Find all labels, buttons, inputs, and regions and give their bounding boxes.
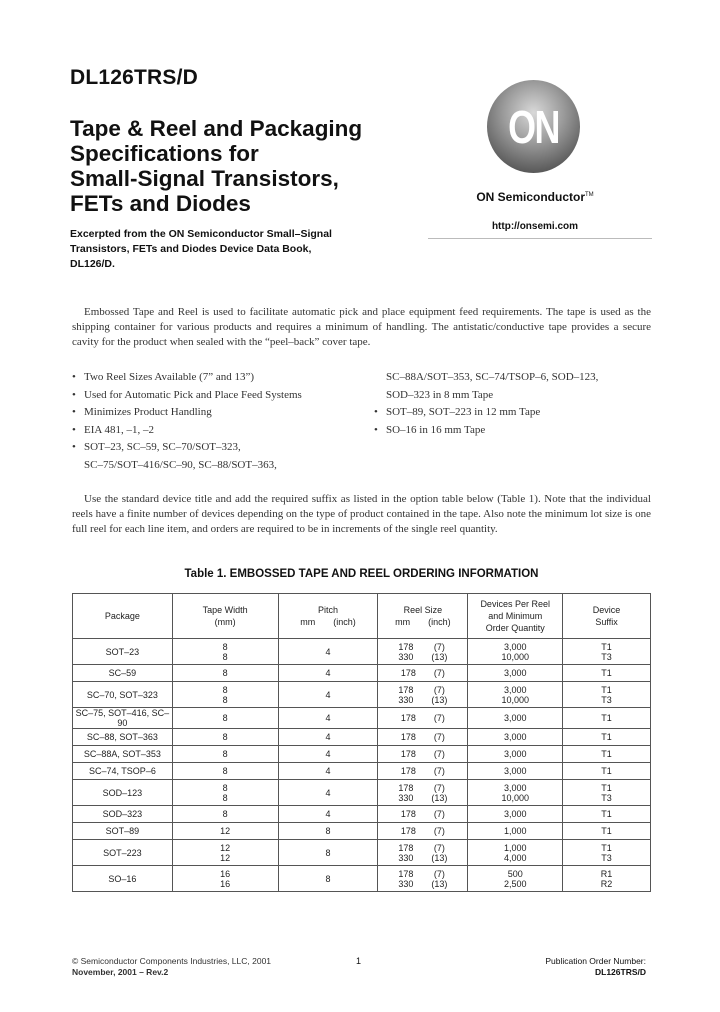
cell-tape-width: 12 12 [172,840,278,866]
list-item: • Minimizes Product Handling [72,406,212,418]
cell-package: SC–59 [73,665,173,682]
header-package: Package [73,594,173,639]
cell-suffix: T1 [563,729,651,746]
cell-tape-width: 8 [172,806,278,823]
cell-tape-width: 8 8 [172,780,278,806]
cell-package: SOT–89 [73,823,173,840]
cell-package: SC–70, SOT–323 [73,682,173,708]
cell-reel-size: 178 330 (7) (13) [378,639,468,665]
cell-reel-size: 178 (7) [378,729,468,746]
cell-pitch: 4 [278,780,378,806]
header-pitch: Pitch mm (inch) [278,594,378,639]
title-line: FETs and Diodes [70,191,251,216]
cell-quantity: 3,000 [468,763,563,780]
table-header-row [73,594,651,639]
cell-suffix: R1 R2 [563,866,651,892]
cell-pitch: 4 [278,639,378,665]
footer-left [72,956,271,978]
ordering-table [72,593,651,892]
divider [428,238,652,239]
header-reel-size: Reel Size mm (inch) [378,594,468,639]
list-item: • SO–16 in 16 mm Tape [374,423,486,436]
cell-reel-size: 178 330 (7) (13) [378,682,468,708]
table-row [73,866,651,892]
cell-quantity: 3,000 10,000 [468,639,563,665]
table-row [73,823,651,840]
cell-package: SC–75, SOT–416, SC–90 [73,708,173,729]
list-item-continued: SC–75/SOT–416/SC–90, SC–88/SOT–363, [84,458,277,471]
cell-pitch: 4 [278,806,378,823]
cell-pitch: 8 [278,840,378,866]
cell-suffix: T1 [563,763,651,780]
cell-pitch: 8 [278,823,378,840]
cell-quantity: 3,000 10,000 [468,780,563,806]
cell-quantity: 3,000 10,000 [468,682,563,708]
table-row [73,746,651,763]
table-row [73,763,651,780]
cell-suffix: T1 T3 [563,840,651,866]
cell-quantity: 1,000 [468,823,563,840]
cell-package: SOD–123 [73,780,173,806]
cell-reel-size: 178 330 (7) (13) [378,780,468,806]
cell-package: SC–88, SOT–363 [73,729,173,746]
cell-tape-width: 8 [172,763,278,780]
excerpt-line: Transistors, FETs and Diodes Device Data Book, [70,243,312,255]
cell-package: SC–88A, SOT–353 [73,746,173,763]
cell-package: SOT–23 [73,639,173,665]
cell-reel-size: 178 330 (7) (13) [378,840,468,866]
list-item-continued: SC–88A/SOT–353, SC–74/TSOP–6, SOD–123, [386,371,599,383]
excerpt-note [70,227,370,272]
cell-tape-width: 8 [172,729,278,746]
table-row [73,708,651,729]
cell-reel-size: 178 (7) [378,823,468,840]
cell-suffix: T1 [563,708,651,729]
company-name [430,190,640,204]
cell-tape-width: 8 [172,708,278,729]
table-row [73,682,651,708]
cell-quantity: 3,000 [468,665,563,682]
cell-quantity: 500 2,500 [468,866,563,892]
feature-list-right [374,370,654,440]
website-link[interactable]: http://onsemi.com [491,221,579,232]
cell-reel-size: 178 (7) [378,708,468,729]
table-row [73,729,651,746]
cell-pitch: 4 [278,665,378,682]
copyright: © Semiconductor Components Industries, LLC, 2001 [72,956,272,966]
cell-package: SOT–223 [73,840,173,866]
trademark: TM [585,192,594,198]
cell-pitch: 8 [278,866,378,892]
cell-package: SO–16 [73,866,173,892]
cell-reel-size: 178 (7) [378,746,468,763]
cell-pitch: 4 [278,729,378,746]
cell-suffix: T1 [563,823,651,840]
cell-pitch: 4 [278,682,378,708]
cell-tape-width: 16 16 [172,866,278,892]
cell-pitch: 4 [278,708,378,729]
title-line: Tape & Reel and Packaging [70,116,363,141]
cell-tape-width: 12 [172,823,278,840]
cell-reel-size: 178 (7) [378,763,468,780]
cell-tape-width: 8 8 [172,639,278,665]
cell-suffix: T1 [563,746,651,763]
cell-pitch: 4 [278,763,378,780]
cell-suffix: T1 [563,665,651,682]
cell-quantity: 3,000 [468,708,563,729]
cell-quantity: 3,000 [468,746,563,763]
feature-list-left [72,370,372,475]
logo-text: ON [508,100,559,153]
cell-quantity: 3,000 [468,729,563,746]
cell-quantity: 1,000 4,000 [468,840,563,866]
list-item: • Used for Automatic Pick and Place Feed Systems [72,388,302,401]
cell-package: SOD–323 [73,806,173,823]
publication-code: DL126TRS/D [594,967,646,977]
table-row [73,840,651,866]
document-title [70,116,410,216]
list-item-continued: SOD–323 in 8 mm Tape [386,388,494,401]
excerpt-line: Excerpted from the ON Semiconductor Small–Signal [70,228,332,240]
page-number: 1 [356,956,362,966]
list-item: • SOT–23, SC–59, SC–70/SOT–323, [72,441,241,453]
table-title: Table 1. EMBOSSED TAPE AND REEL ORDERING INFORMATION [184,568,539,580]
on-logo [487,80,580,173]
ordering-paragraph: Use the standard device title and add the required suffix as listed in the option table below (Table 1). Note that the individual reels have a finite number of devices depending on the type of product contained in the tape. Also note the minimum lot size is one full reel for each line item, and orders are required to be in increments of the single reel quantity. [72,493,651,535]
cell-tape-width: 8 8 [172,682,278,708]
cell-reel-size: 178 (7) [378,665,468,682]
title-line: Small-Signal Transistors, [70,166,339,191]
cell-quantity: 3,000 [468,806,563,823]
header-suffix: Device Suffix [563,594,651,639]
cell-tape-width: 8 [172,665,278,682]
cell-tape-width: 8 [172,746,278,763]
title-line: Specifications for [70,141,259,166]
cell-suffix: T1 T3 [563,780,651,806]
cell-reel-size: 178 330 (7) (13) [378,866,468,892]
cell-suffix: T1 [563,806,651,823]
cell-suffix: T1 T3 [563,639,651,665]
cell-reel-size: 178 (7) [378,806,468,823]
excerpt-line: DL126/D. [70,258,115,270]
revision-date: November, 2001 – Rev.2 [72,967,169,977]
intro-paragraph: Embossed Tape and Reel is used to facilitate automatic pick and place equipment feed requirements. The tape is used as the shipping container for various products and requires a minimum of handling. The antistatic/conductive tape provides a secure cavity for the product when sealed with the “peel–back” cover tape. [72,306,651,348]
list-item: • Two Reel Sizes Available (7” and 13”) [72,371,255,383]
cell-package: SC–74, TSOP–6 [73,763,173,780]
header-devices: Devices Per Reel and Minimum Order Quantity [468,594,563,639]
publication-label: Publication Order Number: [545,956,646,966]
company-text: ON Semiconductor [476,190,585,204]
table-row [73,806,651,823]
header-tape-width: Tape Width (mm) [172,594,278,639]
table-row [73,639,651,665]
table-row [73,665,651,682]
table-row [73,780,651,806]
footer-right [500,956,646,978]
list-item: • EIA 481, –1, –2 [72,423,154,436]
cell-suffix: T1 T3 [563,682,651,708]
cell-pitch: 4 [278,746,378,763]
list-item: • SOT–89, SOT–223 in 12 mm Tape [374,406,541,418]
document-code: DL126TRS/D [70,66,199,89]
